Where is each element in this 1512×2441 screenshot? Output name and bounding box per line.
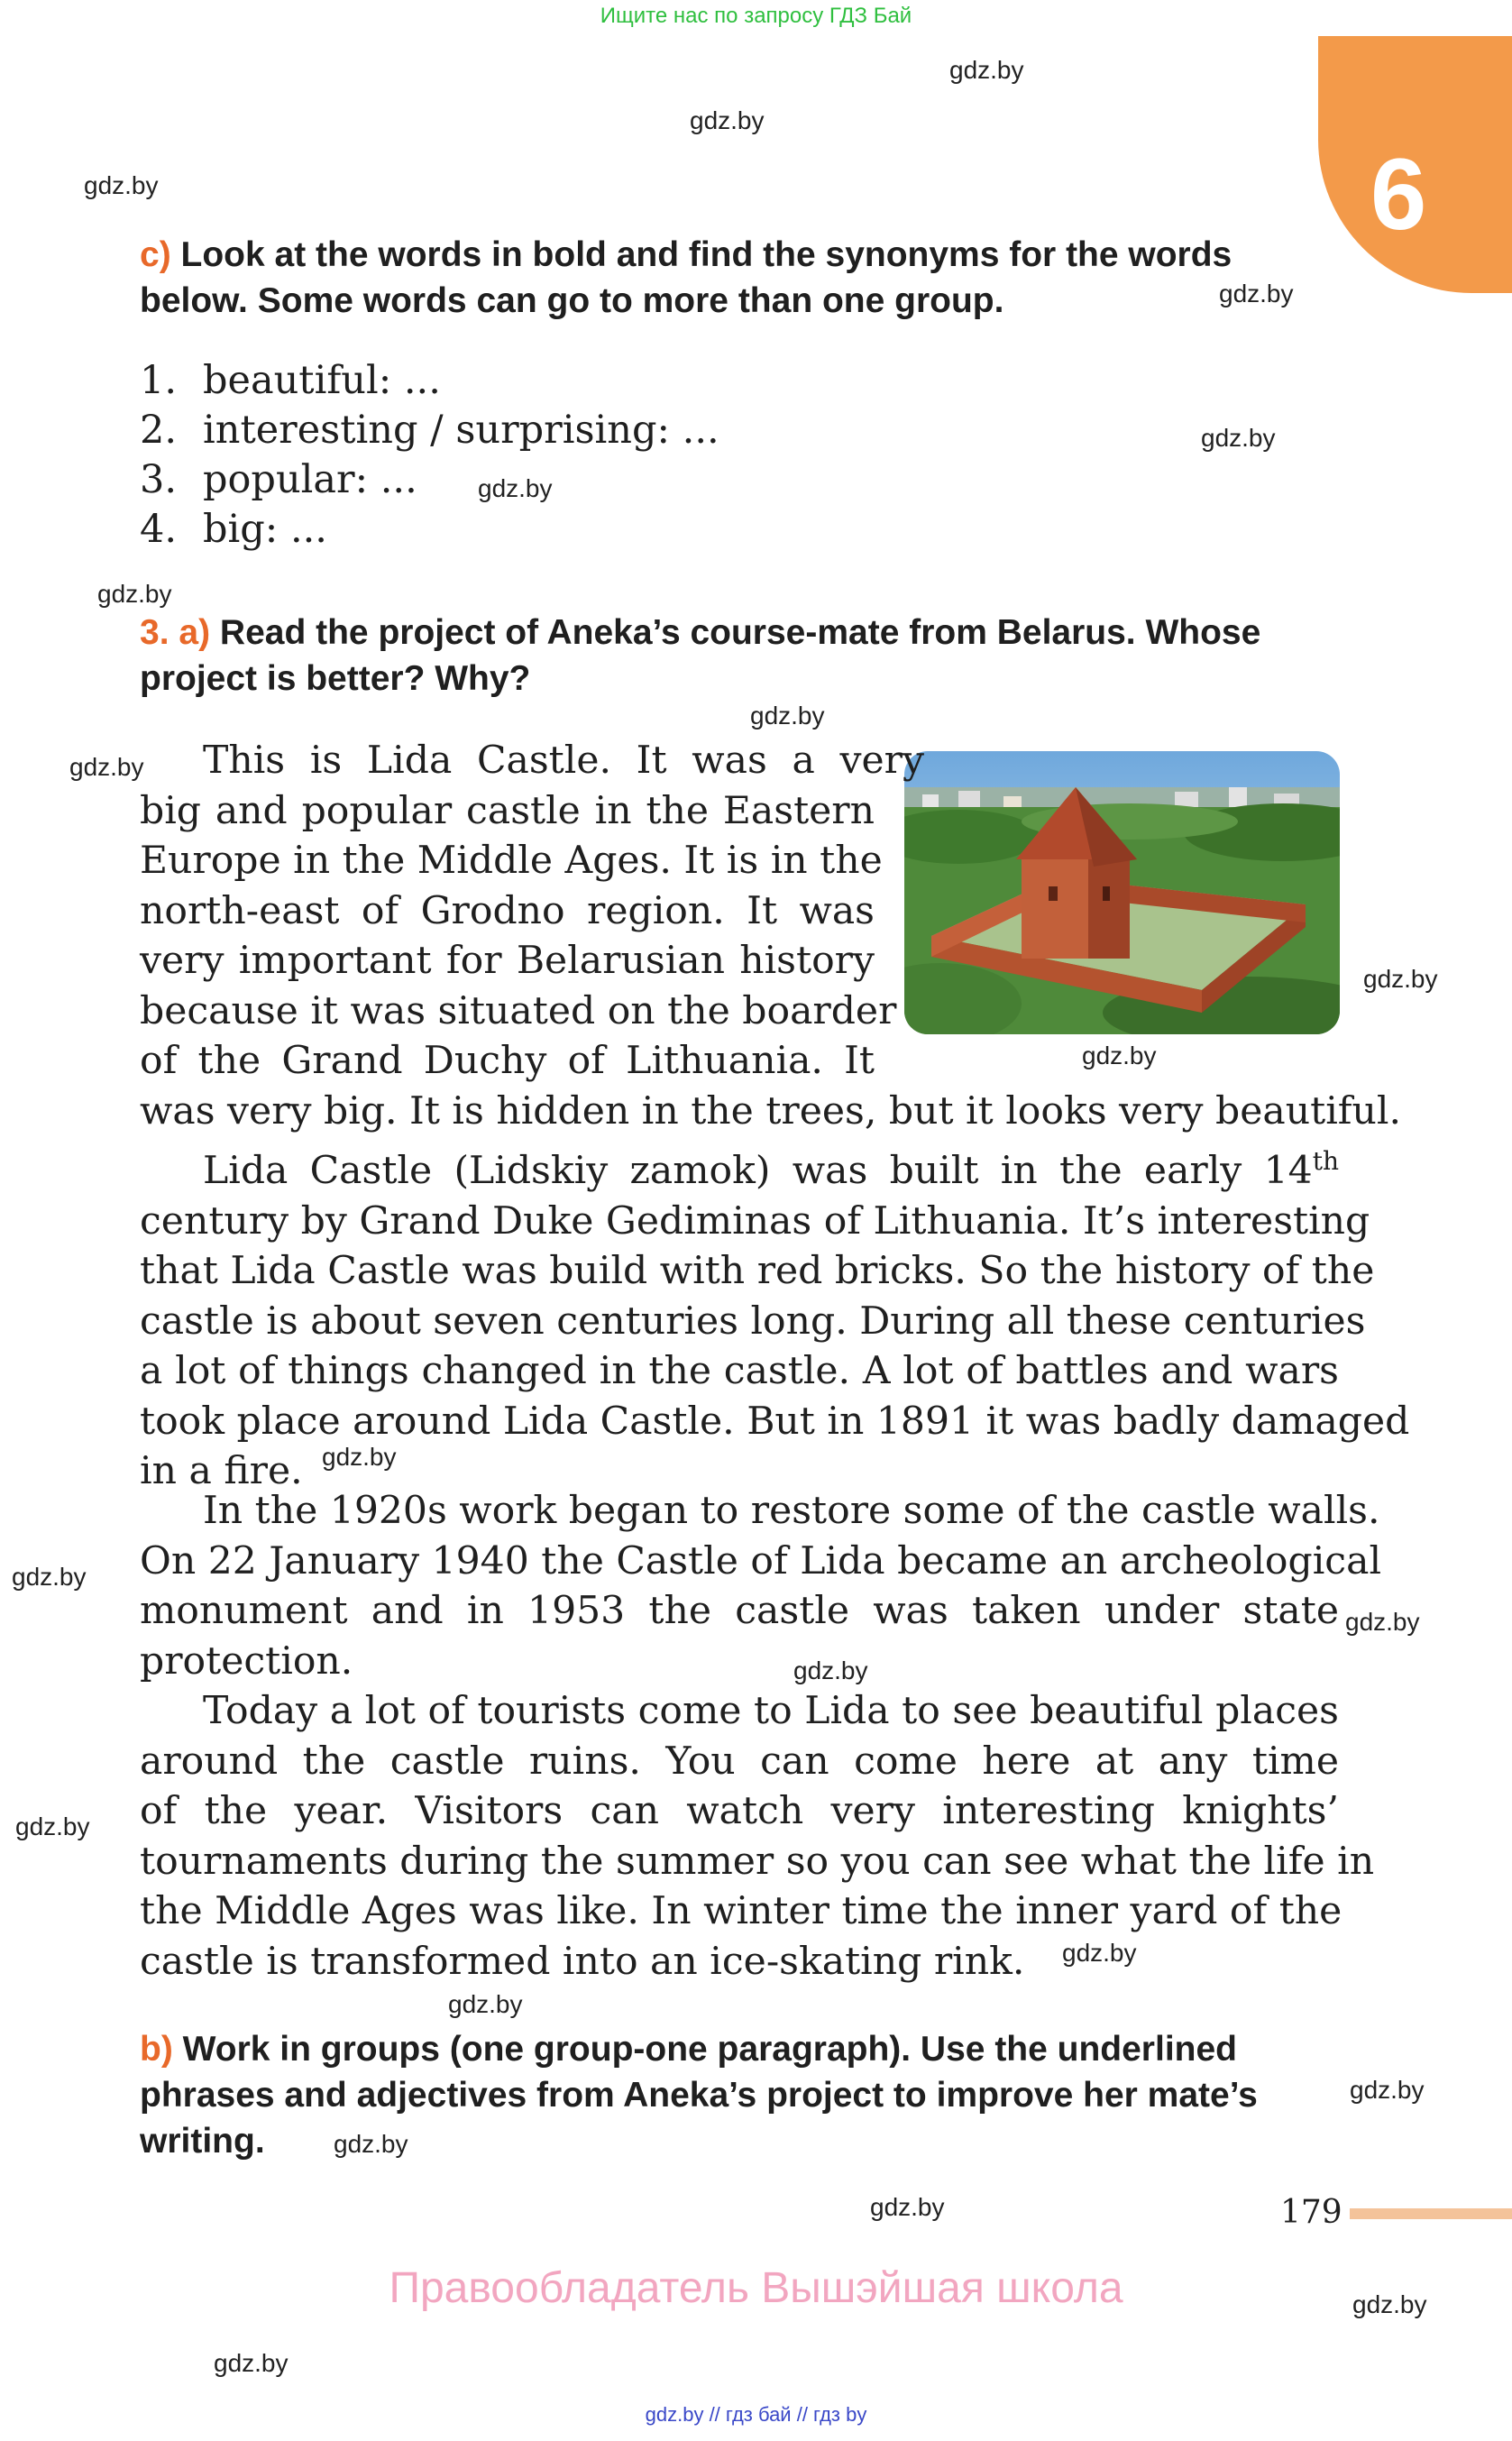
watermark: gdz.by — [334, 2130, 408, 2158]
watermark: gdz.by — [870, 2193, 945, 2221]
instruction-line: Work in groups (one group-one paragraph). Use the underlined — [182, 2030, 1237, 2069]
instruction-line: Look at the words in bold and find the synonyms for the words — [180, 235, 1233, 274]
page-number-bar — [1350, 2208, 1512, 2219]
text-line: Lida Castle (Lidskiy zamok) was built in the early 14th — [203, 1146, 1339, 1194]
text-line: of the year. Visitors can watch very interesting knights’ — [140, 1789, 1339, 1833]
list-item: 4. big: ... — [140, 507, 327, 552]
text-line: Today a lot of tourists come to Lida to see beautiful places — [203, 1689, 1339, 1733]
watermark: gdz.by — [478, 474, 553, 502]
watermark: gdz.by — [793, 1656, 868, 1684]
text-line: protection. — [140, 1638, 353, 1684]
watermark: gdz.by — [750, 702, 825, 730]
text-line: tournaments during the summer so you can see what the life in — [140, 1839, 1375, 1884]
watermark: gdz.by — [1062, 1939, 1137, 1967]
text-line: castle is about seven centuries long. During all these centuries — [140, 1299, 1366, 1344]
instruction-line: Read the project of Aneka’s course-mate from Belarus. Whose — [219, 613, 1261, 652]
instruction-line: project is better? Why? — [140, 659, 531, 698]
task-letter: a) — [179, 613, 211, 652]
word-list — [140, 356, 719, 555]
footer-links: gdz.by // гдз бай // гдз by — [645, 2403, 867, 2426]
watermark: gdz.by — [1201, 424, 1276, 452]
text-line: century by Grand Duke Gediminas of Lithuania. It’s interesting — [140, 1198, 1370, 1243]
task-letter: b) — [140, 2030, 173, 2069]
chapter-number: 6 — [1370, 138, 1427, 251]
watermark: gdz.by — [97, 580, 172, 608]
text-line: In the 1920s work began to restore some of the castle walls. — [203, 1489, 1380, 1533]
watermark: gdz.by — [1345, 1608, 1420, 1636]
text-line: around the castle ruins. You can come here at any time — [140, 1739, 1339, 1784]
task-number: 3. — [140, 613, 170, 652]
instruction-line: below. Some words can go to more than one group. — [140, 281, 1004, 320]
watermark: gdz.by — [949, 56, 1024, 84]
text-line: the Middle Ages was like. In winter time the inner yard of the — [140, 1889, 1342, 1933]
watermark: gdz.by — [1350, 2076, 1425, 2104]
watermark: gdz.by — [690, 106, 765, 134]
rights-holder-text: Правообладатель Вышэйшая школа — [389, 2264, 1123, 2312]
watermark: gdz.by — [322, 1443, 397, 1471]
task-3a-instruction — [140, 610, 1348, 702]
watermark: gdz.by — [1082, 1042, 1157, 1069]
page-number: 179 — [1280, 2194, 1342, 2231]
list-item: 3. popular: ... — [140, 457, 417, 502]
watermark: gdz.by — [1352, 2290, 1427, 2318]
text-line: north-east of Grodno region. It was — [140, 888, 875, 933]
task-c-instruction — [140, 232, 1348, 324]
text-line: in a fire. — [140, 1449, 303, 1494]
text-line: a lot of things changed in the castle. A lot of battles and wars — [140, 1349, 1339, 1394]
instruction-line: writing. — [140, 2122, 265, 2161]
watermark: gdz.by — [15, 1812, 90, 1840]
paragraph-2 — [140, 1136, 1410, 1497]
watermark: gdz.by — [1219, 280, 1294, 307]
text-line: took place around Lida Castle. But in 1891 it was badly damaged — [140, 1399, 1410, 1444]
task-letter: c) — [140, 235, 171, 274]
watermark: gdz.by — [69, 753, 144, 781]
text-line: This is Lida Castle. It was a very — [203, 739, 924, 783]
watermark: gdz.by — [1363, 965, 1438, 993]
list-item: 1. beautiful: ... — [140, 358, 441, 403]
watermark: gdz.by — [84, 171, 159, 199]
text-line: was very big. It is hidden in the trees, but it looks very beautiful. — [140, 1088, 1401, 1133]
task-b-instruction — [140, 2026, 1348, 2164]
text-line: big and popular castle in the Eastern — [140, 788, 875, 833]
text-line: because it was situated on the boarder — [140, 988, 897, 1033]
text-line: Europe in the Middle Ages. It is in the — [140, 839, 883, 883]
instruction-line: phrases and adjectives from Aneka’s project to improve her mate’s — [140, 2076, 1258, 2115]
text-line: monument and in 1953 the castle was taken under state — [140, 1589, 1339, 1633]
text-line: of the Grand Duchy of Lithuania. It — [140, 1039, 875, 1083]
text-line: very important for Belarusian history — [140, 939, 875, 983]
watermark: gdz.by — [12, 1563, 87, 1591]
paragraph-3 — [140, 1486, 1382, 1686]
watermark: gdz.by — [448, 1990, 523, 2018]
top-banner: Ищите нас по запросу ГДЗ Бай — [600, 4, 912, 28]
paragraph-4 — [140, 1686, 1375, 1987]
text-line: On 22 January 1940 the Castle of Lida became an archeological — [140, 1538, 1382, 1583]
text-line: that Lida Castle was build with red bricks. So the history of the — [140, 1249, 1375, 1294]
text-line: castle is transformed into an ice-skating rink. — [140, 1939, 1025, 1984]
list-item: 2. interesting / surprising: ... — [140, 408, 719, 453]
watermark: gdz.by — [214, 2349, 289, 2377]
